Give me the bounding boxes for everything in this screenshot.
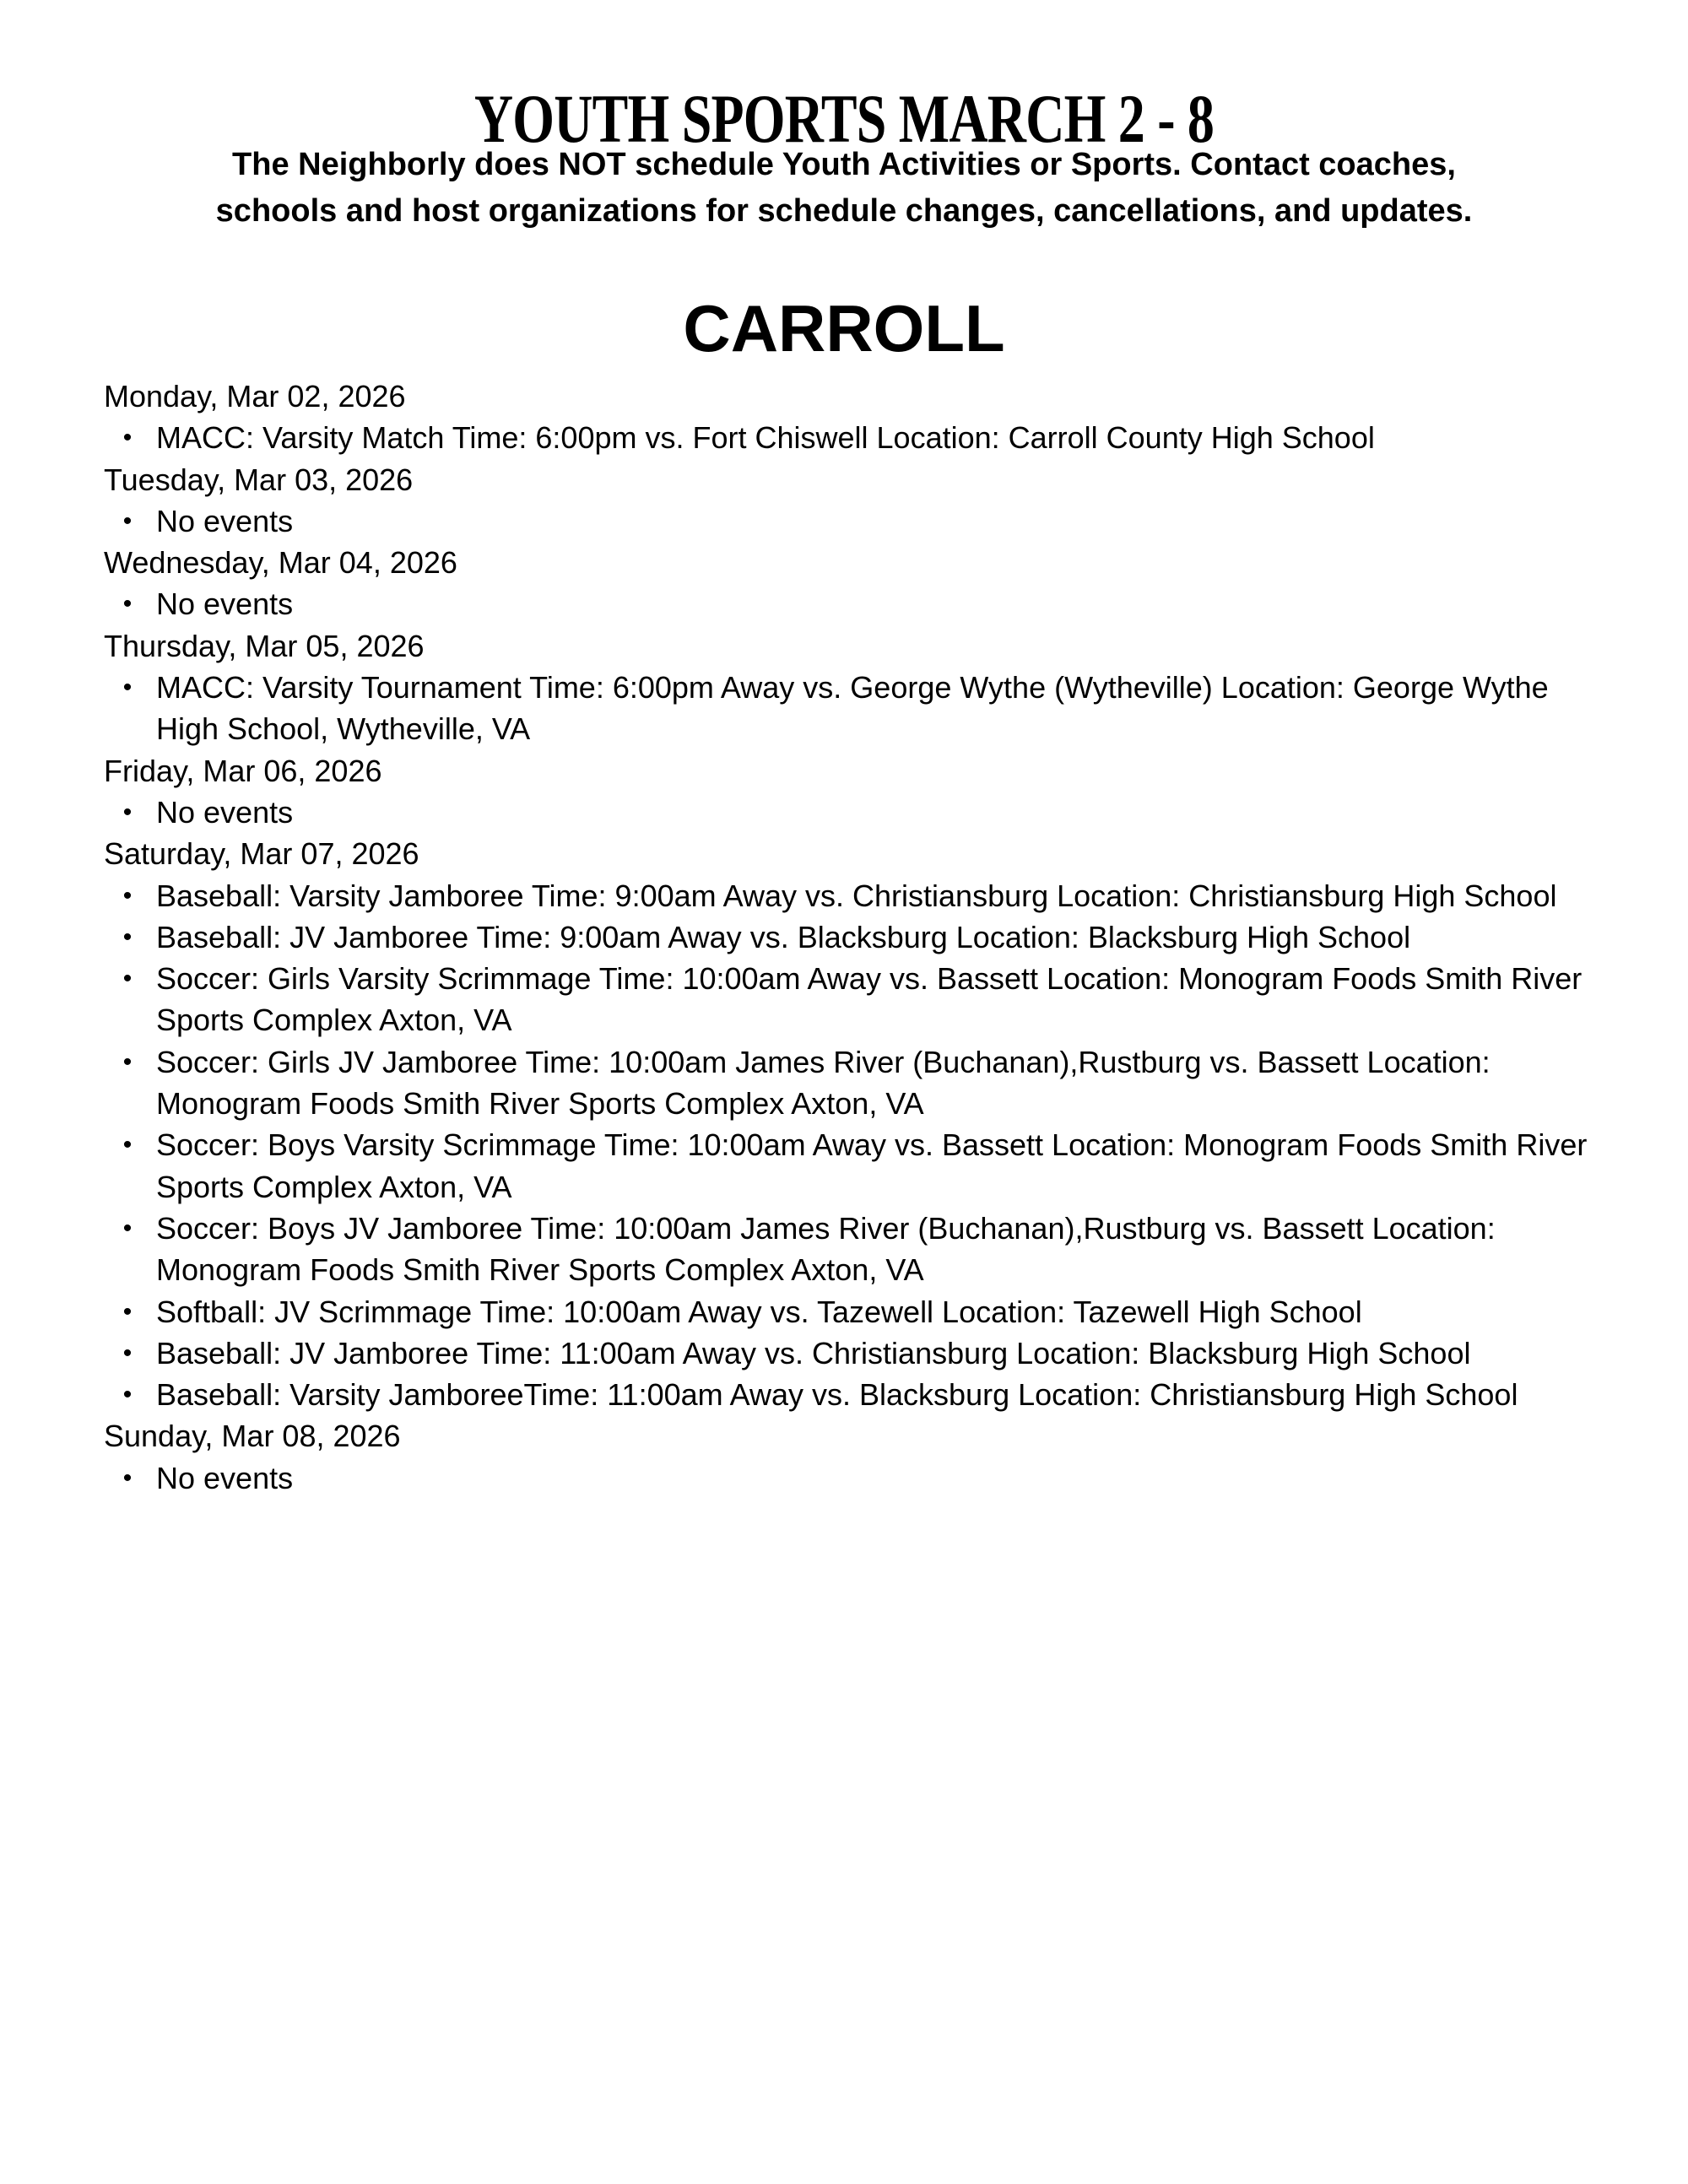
page-title: YOUTH SPORTS MARCH 2 - 8 [473,80,1215,157]
event-text: MACC: Varsity Tournament Time: 6:00pm Away vs. George Wythe (Wytheville) Location: George Wythe High School, Wytheville, VA [156,670,1549,747]
day-heading: Thursday, Mar 05, 2026 [104,628,425,663]
event-item [104,875,1598,916]
day-heading: Saturday, Mar 07, 2026 [104,836,419,872]
event-text: Soccer: Boys Varsity Scrimmage Time: 10:00am Away vs. Bassett Location: Monogram Foods Smith River Sports Complex Axton, VA [156,1127,1588,1204]
bullet-icon: • [122,1463,133,1492]
event-list [104,583,1598,624]
day-block [104,1415,1598,1499]
day-block [104,542,1598,625]
disclaimer [0,142,1688,235]
bullet-icon: • [122,1338,133,1367]
day-block [104,833,1598,1415]
day-block [104,750,1598,834]
event-item [104,1041,1598,1125]
event-text: MACC: Varsity Match Time: 6:00pm vs. Fort Chiswell Location: Carroll County High School [156,420,1375,456]
event-text: Soccer: Girls JV Jamboree Time: 10:00am James River (Buchanan),Rustburg vs. Bassett Location: Monogram Foods Smith River Sports Complex Axton, VA [156,1044,1491,1122]
event-list [104,417,1598,458]
event-item [104,583,1598,624]
event-text: No events [156,503,294,538]
event-text: Softball: JV Scrimmage Time: 10:00am Away vs. Tazewell Location: Tazewell High School [156,1294,1362,1329]
bullet-icon: • [122,590,133,619]
event-item [104,417,1598,458]
day-block [104,625,1598,750]
day-block [104,459,1598,543]
event-text: Soccer: Boys JV Jamboree Time: 10:00am James River (Buchanan),Rustburg vs. Bassett Location: Monogram Foods Smith River Sports Complex Axton, VA [156,1210,1496,1288]
disclaimer-line-1: The Neighborly does NOT schedule Youth Activities or Sports. Contact coaches, [232,147,1456,182]
event-list [104,1457,1598,1499]
event-text: No events [156,794,294,830]
event-text: Baseball: Varsity Jamboree Time: 9:00am Away vs. Christiansburg Location: Christiansburg High School [156,878,1557,913]
section-title: CARROLL [683,291,1005,365]
bullet-icon: • [122,922,133,951]
event-item [104,1374,1598,1415]
event-text: No events [156,587,294,622]
event-item [104,1333,1598,1374]
event-item [104,958,1598,1041]
event-item [104,1208,1598,1291]
event-list [104,500,1598,542]
bullet-icon: • [122,1381,133,1409]
bullet-icon: • [122,881,133,910]
day-block [104,376,1598,459]
event-text: Soccer: Girls Varsity Scrimmage Time: 10:00am Away vs. Bassett Location: Monogram Foods Smith River Sports Complex Axton, VA [156,961,1582,1038]
bullet-icon: • [122,797,133,826]
event-text: No events [156,1460,294,1495]
event-item [104,792,1598,833]
event-item [104,916,1598,958]
bullet-icon: • [122,506,133,535]
day-heading: Monday, Mar 02, 2026 [104,379,406,414]
event-text: Baseball: Varsity JamboreeTime: 11:00am Away vs. Blacksburg Location: Christiansburg High School [156,1377,1518,1413]
disclaimer-line-2: schools and host organizations for schedule changes, cancellations, and updates. [215,193,1473,229]
day-heading: Sunday, Mar 08, 2026 [104,1419,401,1454]
bullet-icon: • [122,1297,133,1326]
event-list [104,792,1598,833]
bullet-icon: • [122,1131,133,1160]
event-item [104,500,1598,542]
bullet-icon: • [122,1214,133,1242]
bullet-icon: • [122,965,133,993]
event-item [104,1291,1598,1333]
day-heading: Friday, Mar 06, 2026 [104,753,382,788]
bullet-icon: • [122,1047,133,1076]
event-text: Baseball: JV Jamboree Time: 9:00am Away vs. Blacksburg Location: Blacksburg High School [156,919,1411,954]
event-list [104,667,1598,750]
event-item [104,1124,1598,1208]
event-list [104,875,1598,1416]
event-text: Baseball: JV Jamboree Time: 11:00am Away vs. Christiansburg Location: Blacksburg High School [156,1335,1471,1370]
event-item [104,667,1598,750]
schedule [104,376,1598,1499]
bullet-icon: • [122,424,133,452]
bullet-icon: • [122,673,133,702]
event-item [104,1457,1598,1499]
day-heading: Tuesday, Mar 03, 2026 [104,462,414,497]
day-heading: Wednesday, Mar 04, 2026 [104,545,457,581]
